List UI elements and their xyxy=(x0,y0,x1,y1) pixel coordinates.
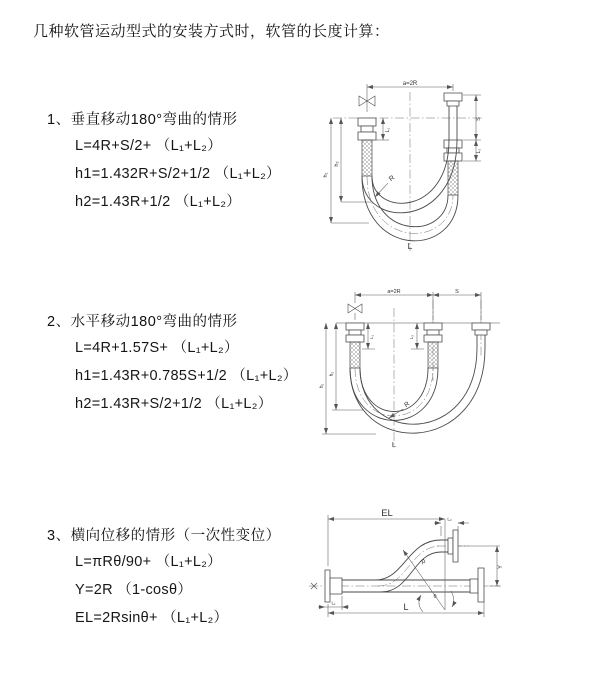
dim-l1-label: L₁ xyxy=(385,127,391,133)
formula-h1: h1=1.432R+S/2+1/2 （L₁+L₂） xyxy=(75,166,281,182)
formula-l: L=πRθ/90+ （L₁+L₂） xyxy=(75,554,222,570)
dim-h1-label: h₁ xyxy=(323,172,329,178)
section-1-heading: 1、垂直移动180°弯曲的情形 xyxy=(47,112,238,128)
dim-h1-label: h₁ xyxy=(319,383,325,389)
left-fitting xyxy=(358,118,376,176)
dim-s-label: S xyxy=(455,289,459,295)
dim-extension xyxy=(355,292,481,320)
section-2-heading: 2、水平移动180°弯曲的情形 xyxy=(47,314,238,330)
diagram-lateral-displacement xyxy=(303,500,508,660)
left-fitting xyxy=(346,323,364,368)
angle-label: θ xyxy=(433,594,437,600)
dim-el-label: EL xyxy=(381,508,393,519)
dim-width-label: a=2R xyxy=(402,81,418,87)
right-fitting-lower xyxy=(444,140,462,195)
radius-label: R xyxy=(388,174,397,184)
formula-h2: h2=1.43R+1/2 （L₁+L₂） xyxy=(75,194,242,210)
braided-section xyxy=(362,140,372,176)
angle-arc-left xyxy=(419,595,423,612)
dim-extension xyxy=(328,515,445,610)
dim-length-label: L xyxy=(403,602,409,612)
length-label: L xyxy=(391,440,397,449)
dim-y-label: Y xyxy=(498,564,504,570)
left-flange xyxy=(325,570,342,602)
dim-l1-label: L₁ xyxy=(369,334,374,340)
formula-y: Y=2R （1-cosθ） xyxy=(75,582,193,598)
length-label: L xyxy=(407,241,413,251)
hose-curves xyxy=(350,348,485,433)
dim-extension xyxy=(322,410,376,434)
dim-l2-label: L₂ xyxy=(409,334,414,340)
right-flange-original xyxy=(470,568,484,602)
angle-arc-right xyxy=(451,591,454,607)
dim-width-label: a=2R xyxy=(387,289,401,295)
dim-l1-label: L₁ xyxy=(331,600,336,606)
formula-h1: h1=1.43R+0.785S+1/2 （L₁+L₂） xyxy=(75,368,298,384)
diagram-vertical-180-bend xyxy=(313,76,588,256)
page-title: 几种软管运动型式的安装方式时，软管的长度计算： xyxy=(33,23,390,40)
dim-extension xyxy=(331,202,371,223)
middle-fitting xyxy=(424,323,442,368)
braided-section xyxy=(350,342,360,368)
right-fitting-upper xyxy=(444,93,462,140)
formula-h2: h2=1.43R+S/2+1/2 （L₁+L₂） xyxy=(75,396,273,412)
valve-icon xyxy=(348,304,362,313)
diagram-horizontal-180-bend xyxy=(318,286,523,456)
formula-l: L=4R+S/2+ （L₁+L₂） xyxy=(75,138,223,154)
radius-label: R xyxy=(403,400,412,409)
hose-displaced xyxy=(375,540,441,592)
radius-arrow xyxy=(389,409,403,418)
formula-l: L=4R+1.57S+ （L₁+L₂） xyxy=(75,340,239,356)
dim-s-label: S xyxy=(476,117,482,121)
braided-section xyxy=(428,342,438,368)
dim-h2-label: h₂ xyxy=(334,161,340,167)
dim-l2-label: L₂ xyxy=(476,148,482,154)
dim-l2-label: L₂ xyxy=(447,516,452,522)
section-3-heading: 3、横向位移的情形（一次性变位） xyxy=(47,528,281,544)
formula-el: EL=2Rsinθ+ （L₁+L₂） xyxy=(75,610,229,626)
dim-h2-label: h₂ xyxy=(329,371,335,377)
radius-arrow xyxy=(375,183,388,197)
radius-label: R xyxy=(417,558,427,567)
